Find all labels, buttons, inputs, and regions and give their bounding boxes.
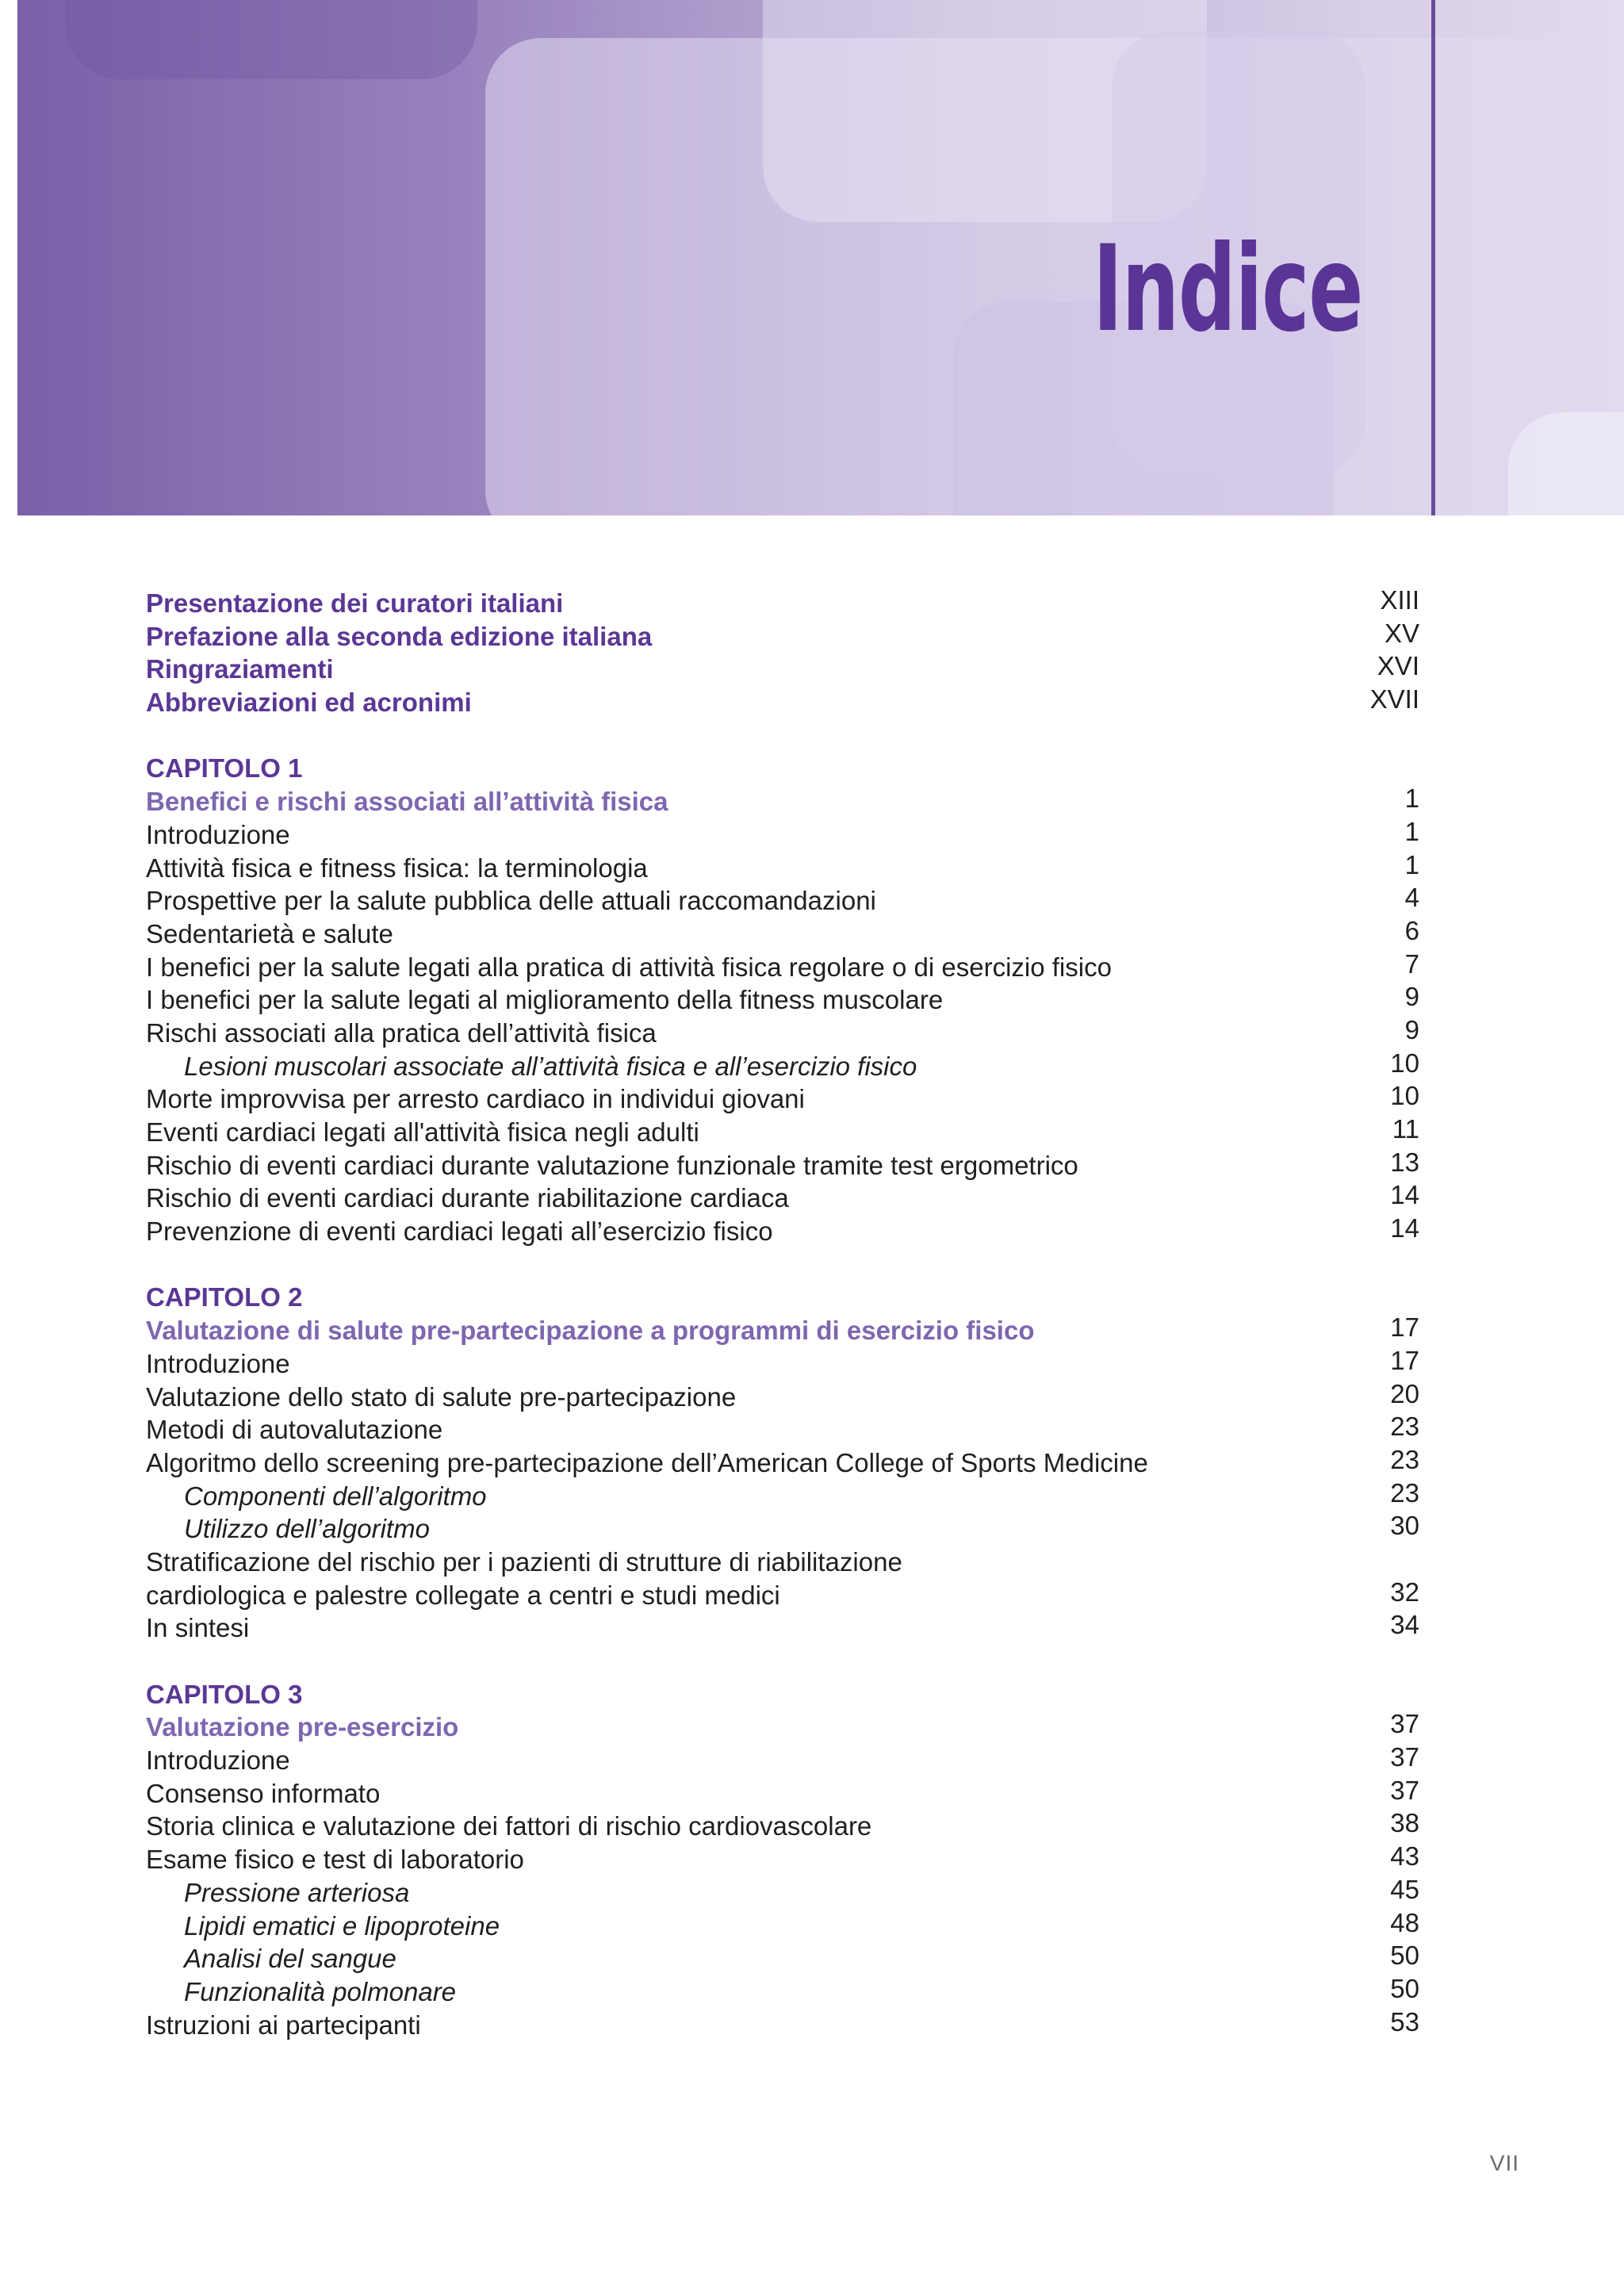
chapter-label: [146, 1281, 1419, 1314]
banner-decorative-tile: [1508, 412, 1624, 515]
toc-entry[interactable]: [146, 1215, 1419, 1248]
entry-title: Algoritmo dello screening pre-partecipazione dell’American College of Sports Medicine: [146, 1447, 1148, 1477]
entry-page: 9: [1404, 982, 1419, 1012]
entry-page: 7: [1404, 948, 1419, 979]
toc-entry[interactable]: [146, 1446, 1419, 1480]
entry-title: Eventi cardiaci legati all'attività fisica negli adulti: [146, 1117, 699, 1147]
entry-title: Rischio di eventi cardiaci durante valutazione funzionale tramite test ergometrico: [146, 1150, 1078, 1180]
entry-page: 4: [1404, 883, 1419, 913]
toc-entry[interactable]: [146, 1810, 1419, 1843]
entry-page: 14: [1390, 1180, 1419, 1210]
toc-entry[interactable]: [146, 1579, 1419, 1612]
entry-title: Istruzioni ai partecipanti: [146, 2010, 421, 2040]
toc-subentry[interactable]: [146, 1876, 1419, 1910]
entry-title: Metodi di autovalutazione: [146, 1415, 443, 1445]
toc-entry[interactable]: [146, 1014, 1419, 1050]
entry-title: Abbreviazioni ed acronimi: [146, 688, 472, 718]
entry-title: Utilizzo dell’algoritmo: [184, 1514, 430, 1544]
entry-title: Introduzione: [146, 1745, 290, 1776]
entry-title: Analisi del sangue: [184, 1944, 396, 1974]
chapter-title-entry[interactable]: [146, 1711, 1419, 1744]
section-gap: [146, 1645, 1419, 1678]
toc-entry[interactable]: [146, 1546, 1419, 1579]
entry-page: 14: [1390, 1213, 1419, 1243]
entry-page: 32: [1390, 1577, 1419, 1607]
toc-subentry[interactable]: [146, 1050, 1419, 1083]
entry-page: 23: [1390, 1477, 1419, 1508]
front-matter-entry[interactable]: [146, 587, 1419, 620]
toc-entry[interactable]: [146, 884, 1419, 918]
entry-title: Prefazione alla seconda edizione italiana: [146, 621, 653, 651]
entry-page: 30: [1390, 1511, 1419, 1541]
entry-page: 10: [1390, 1081, 1419, 1111]
toc-subentry[interactable]: [146, 1975, 1419, 2009]
toc-subentry[interactable]: [146, 1942, 1419, 1975]
toc-subentry[interactable]: [146, 1907, 1419, 1943]
toc-subentry[interactable]: [146, 1512, 1419, 1546]
toc-entry[interactable]: [146, 849, 1419, 885]
table-of-contents: [146, 587, 1419, 2041]
toc-entry[interactable]: [146, 1116, 1419, 1149]
chapter-title: Valutazione pre-esercizio: [146, 1712, 459, 1742]
entry-page: 37: [1390, 1742, 1419, 1772]
section-gap: [146, 1248, 1419, 1282]
chapter-title-entry[interactable]: [146, 785, 1419, 818]
entry-title: Ringraziamenti: [146, 654, 334, 684]
toc-entry[interactable]: [146, 1378, 1419, 1414]
entry-title: Consenso informato: [146, 1778, 381, 1808]
entry-title: Sedentarietà e salute: [146, 918, 393, 948]
section-gap: [146, 719, 1419, 753]
entry-title: Prospettive per la salute pubblica delle attuali raccomandazioni: [146, 886, 876, 916]
entry-title: Morte improvvisa per arresto cardiaco in individui giovani: [146, 1084, 805, 1114]
entry-page: 38: [1390, 1808, 1419, 1838]
entry-title: In sintesi: [146, 1613, 250, 1643]
toc-entry[interactable]: [146, 1413, 1419, 1446]
entry-page: 11: [1392, 1114, 1419, 1144]
entry-page: 17: [1390, 1312, 1419, 1343]
entry-page: 45: [1390, 1874, 1419, 1904]
front-matter-entry[interactable]: [146, 620, 1419, 653]
entry-page: 37: [1390, 1709, 1419, 1739]
chapter-title-entry[interactable]: [146, 1314, 1419, 1347]
entry-page: 43: [1390, 1841, 1419, 1872]
toc-entry[interactable]: [146, 1182, 1419, 1215]
toc-entry[interactable]: [146, 818, 1419, 852]
header-banner: [17, 0, 1624, 515]
entry-title: Prevenzione di eventi cardiaci legati all’esercizio fisico: [146, 1217, 773, 1247]
entry-title: Stratificazione del rischio per i pazienti di strutture di riabilitazione: [146, 1546, 902, 1577]
chapter-label-text: CAPITOLO 3: [146, 1679, 303, 1709]
entry-page: 50: [1390, 1973, 1419, 2003]
chapter-label: [146, 1678, 1419, 1711]
chapter-label: [146, 752, 1419, 785]
banner-decorative-tile: [65, 0, 477, 79]
entry-page: 20: [1390, 1378, 1419, 1408]
toc-entry[interactable]: [146, 1744, 1419, 1777]
entry-page: 17: [1390, 1345, 1419, 1375]
entry-page: 6: [1404, 915, 1419, 945]
entry-title: Attività fisica e fitness fisica: la terminologia: [146, 853, 648, 883]
entry-title: Pressione arteriosa: [184, 1877, 410, 1907]
entry-title: Rischi associati alla pratica dell’attività fisica: [146, 1017, 657, 1048]
toc-entry[interactable]: [146, 1843, 1419, 1876]
page-number: VII: [1489, 2151, 1519, 2175]
toc-entry[interactable]: [146, 1082, 1419, 1116]
entry-page: 13: [1390, 1147, 1419, 1177]
entry-title: Lipidi ematici e lipoproteine: [184, 1910, 500, 1941]
entry-page: XVII: [1369, 684, 1419, 715]
entry-title: Introduzione: [146, 819, 290, 849]
entry-title: Esame fisico e test di laboratorio: [146, 1845, 524, 1875]
entry-page: 50: [1390, 1941, 1419, 1971]
entry-page: 48: [1390, 1907, 1419, 1937]
entry-page: 23: [1390, 1444, 1419, 1474]
page-title: Indice: [1092, 220, 1362, 358]
entry-page: XVI: [1377, 651, 1419, 681]
entry-title: Rischio di eventi cardiaci durante riabilitazione cardiaca: [146, 1183, 789, 1213]
toc-entry[interactable]: [146, 1611, 1419, 1645]
toc-entry[interactable]: [146, 1777, 1419, 1810]
chapter-title: Benefici e rischi associati all’attività fisica: [146, 787, 668, 817]
entry-title: Storia clinica e valutazione dei fattori di rischio cardiovascolare: [146, 1811, 872, 1841]
chapter-label-text: CAPITOLO 2: [146, 1282, 303, 1312]
chapter-title: Valutazione di salute pre-partecipazione a programmi di esercizio fisico: [146, 1316, 1035, 1346]
entry-page: 9: [1404, 1014, 1419, 1044]
entry-title: I benefici per la salute legati al miglioramento della fitness muscolare: [146, 985, 944, 1015]
entry-page: 37: [1390, 1775, 1419, 1805]
banner-vertical-rule: [1431, 0, 1435, 515]
toc-entry[interactable]: [146, 1149, 1419, 1182]
entry-page: XV: [1384, 618, 1419, 648]
entry-title: Presentazione dei curatori italiani: [146, 588, 564, 618]
toc-entry[interactable]: [146, 1347, 1419, 1381]
toc-entry[interactable]: [146, 2006, 1419, 2042]
toc-entry[interactable]: [146, 983, 1419, 1017]
entry-page: 34: [1390, 1610, 1419, 1640]
entry-page: 1: [1404, 784, 1419, 814]
toc-entry[interactable]: [146, 948, 1419, 984]
entry-page: XIII: [1380, 585, 1419, 615]
chapter-label-text: CAPITOLO 1: [146, 753, 303, 784]
entry-page: 53: [1390, 2006, 1419, 2037]
entry-title: Valutazione dello stato di salute pre-partecipazione: [146, 1381, 737, 1412]
entry-title: Introduzione: [146, 1348, 290, 1378]
entry-title: Componenti dell’algoritmo: [184, 1481, 487, 1511]
toc-entry[interactable]: [146, 915, 1419, 951]
front-matter-entry[interactable]: [146, 686, 1419, 719]
entry-page: 1: [1404, 849, 1419, 879]
entry-page: 1: [1404, 816, 1419, 846]
entry-title: Lesioni muscolari associate all’attività fisica e all’esercizio fisico: [184, 1051, 917, 1081]
entry-page: 10: [1390, 1048, 1419, 1078]
entry-title: I benefici per la salute legati alla pratica di attività fisica regolare o di esercizio fisico: [146, 952, 1112, 982]
front-matter-entry[interactable]: [146, 653, 1419, 686]
entry-title: cardiologica e palestre collegate a centri e studi medici: [146, 1580, 780, 1610]
entry-page: 23: [1390, 1412, 1419, 1442]
toc-subentry[interactable]: [146, 1477, 1419, 1513]
entry-title: Funzionalità polmonare: [184, 1976, 457, 2006]
